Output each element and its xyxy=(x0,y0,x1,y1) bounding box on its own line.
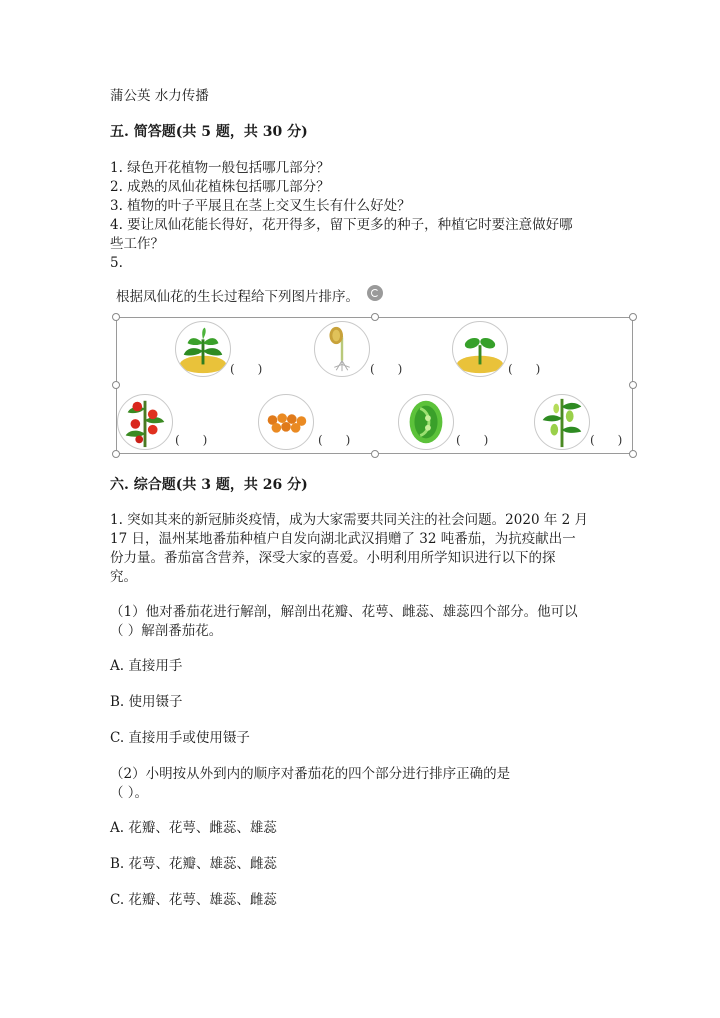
stage-germinating-seed-picture xyxy=(314,321,370,377)
blank-1: ( ) xyxy=(230,362,263,376)
blank-3: ( ) xyxy=(508,362,541,376)
stage-seeds-picture xyxy=(258,394,314,450)
stage-young-plant-picture xyxy=(175,321,231,377)
s6-sub2-line-1: （2）小明按从外到内的顺序对番茄花的四个部分进行排序正确的是 xyxy=(110,766,511,782)
blank-6: ( ) xyxy=(456,433,489,447)
rotate-icon[interactable] xyxy=(367,285,383,301)
resize-handle-tl[interactable] xyxy=(112,313,120,321)
blank-4: ( ) xyxy=(175,433,208,447)
s6-question-1-line-3: 份力量。番茄富含营养，深受大家的喜爱。小明利用所学知识进行以下的探 xyxy=(110,550,556,566)
stage-seed-pod-picture xyxy=(398,394,454,450)
s6-question-1-line-4: 究。 xyxy=(110,569,137,585)
blank-2: ( ) xyxy=(370,362,403,376)
s6-sub2-option-c: C. 花瓣、花萼、雄蕊、雌蕊 xyxy=(110,892,277,908)
s6-question-1-line-1: 1. 突如其来的新冠肺炎疫情，成为大家需要共同关注的社会问题。2020 年 2 月 xyxy=(110,512,588,528)
s6-sub2-line-2: （ ）。 xyxy=(110,785,149,801)
s6-sub1-option-b: B. 使用镊子 xyxy=(110,694,183,710)
s5-question-3: 3. 植物的叶子平展且在茎上交叉生长有什么好处？ xyxy=(110,198,411,214)
s6-sub1-line-1: （1）他对番茄花进行解剖，解剖出花瓣、花萼、雌蕊、雄蕊四个部分。他可以 xyxy=(110,604,578,620)
s5-question-5-prompt: 根据凤仙花的生长过程给下列图片排序。 xyxy=(116,289,359,305)
s6-sub1-line-2: （ ）解剖番茄花。 xyxy=(110,623,223,639)
resize-handle-tc[interactable] xyxy=(371,313,379,321)
stage-flowering-plant-picture xyxy=(117,394,173,450)
section-6-title: 六. 综合题(共 3 题，共 26 分) xyxy=(110,477,308,493)
stage-mature-plant-picture xyxy=(534,394,590,450)
intro-line: 蒲公英 水力传播 xyxy=(110,88,209,104)
resize-handle-tr[interactable] xyxy=(629,313,637,321)
resize-handle-bc[interactable] xyxy=(371,450,379,458)
resize-handle-ml[interactable] xyxy=(112,381,120,389)
resize-handle-mr[interactable] xyxy=(629,381,637,389)
s6-sub1-option-c: C. 直接用手或使用镊子 xyxy=(110,730,250,746)
s5-question-2: 2. 成熟的凤仙花植株包括哪几部分？ xyxy=(110,179,330,195)
section-5-title: 五. 简答题(共 5 题，共 30 分) xyxy=(110,124,308,140)
resize-handle-br[interactable] xyxy=(629,450,637,458)
s5-question-1: 1. 绿色开花植物一般包括哪几部分？ xyxy=(110,160,330,176)
stage-sprout-picture xyxy=(452,321,508,377)
s6-sub2-option-a: A. 花瓣、花萼、雌蕊、雄蕊 xyxy=(110,820,277,836)
blank-7: ( ) xyxy=(590,433,623,447)
blank-5: ( ) xyxy=(318,433,351,447)
s5-question-4-line-1: 4. 要让凤仙花能长得好，花开得多，留下更多的种子，种植它时要注意做好哪 xyxy=(110,217,573,233)
resize-handle-bl[interactable] xyxy=(112,450,120,458)
s6-sub2-option-b: B. 花萼、花瓣、雄蕊、雌蕊 xyxy=(110,856,278,872)
s6-sub1-option-a: A. 直接用手 xyxy=(110,658,183,674)
s6-question-1-line-2: 17 日，温州某地番茄种植户自发向湖北武汉捐赠了 32 吨番茄，为抗疫献出一 xyxy=(110,531,576,547)
s5-question-5: 5. xyxy=(110,255,123,271)
s5-question-4-line-2: 些工作？ xyxy=(110,236,164,252)
